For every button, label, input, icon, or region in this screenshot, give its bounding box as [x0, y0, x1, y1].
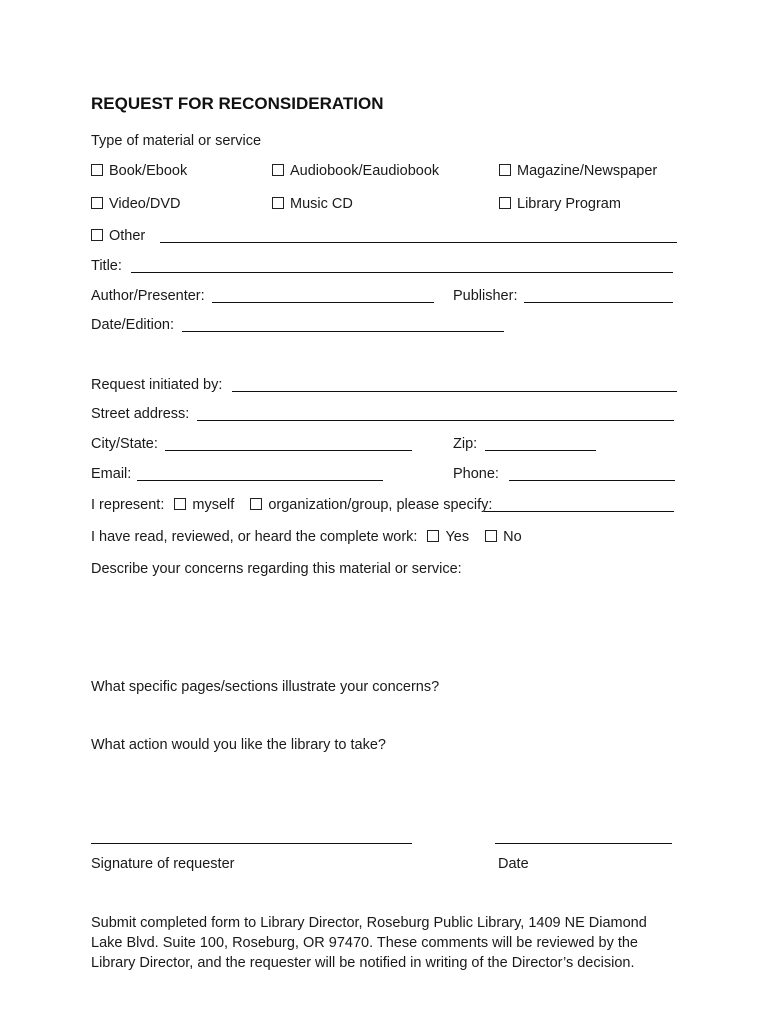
publisher-field[interactable] [524, 302, 673, 303]
checkbox-icon[interactable] [250, 498, 262, 510]
zip-label: Zip: [453, 436, 478, 452]
street-field[interactable] [197, 420, 674, 421]
publisher-label: Publisher: [453, 288, 518, 304]
checkbox-label: Music CD [290, 196, 353, 212]
checkbox-icon[interactable] [174, 498, 186, 510]
checkbox-icon[interactable] [499, 164, 511, 176]
material-type-label: Type of material or service [91, 133, 262, 149]
checkbox-icon[interactable] [91, 229, 103, 241]
checkbox-label: Audiobook/Eaudiobook [290, 163, 440, 179]
date-label: Date [498, 856, 529, 872]
author-label: Author/Presenter: [91, 288, 205, 304]
read-work-row [91, 530, 522, 545]
checkbox-library-program[interactable] [499, 197, 621, 212]
checkbox-magazine[interactable] [499, 164, 657, 179]
pages-label: What specific pages/sections illustrate your concerns? [91, 679, 440, 695]
city-state-label: City/State: [91, 436, 158, 452]
other-field[interactable] [160, 242, 677, 243]
email-label: Email: [91, 466, 132, 482]
title-label: Title: [91, 258, 122, 274]
request-initiated-field[interactable] [232, 391, 677, 392]
checkbox-label: Video/DVD [109, 196, 181, 212]
checkbox-icon[interactable] [427, 530, 439, 542]
checkbox-music-cd[interactable] [272, 197, 353, 212]
checkbox-icon[interactable] [272, 164, 284, 176]
zip-field[interactable] [485, 450, 596, 451]
email-field[interactable] [137, 480, 383, 481]
page-title: REQUEST FOR RECONSIDERATION [91, 94, 384, 113]
title-field[interactable] [131, 272, 673, 273]
checkbox-icon[interactable] [499, 197, 511, 209]
signature-field[interactable] [91, 843, 412, 844]
request-initiated-label: Request initiated by: [91, 377, 223, 393]
checkbox-audiobook[interactable] [272, 164, 439, 179]
signature-label: Signature of requester [91, 856, 235, 872]
represent-label: I represent: [91, 497, 165, 513]
phone-label: Phone: [453, 466, 499, 482]
read-work-label: I have read, reviewed, or heard the complete work: [91, 529, 418, 545]
checkbox-myself[interactable] [174, 497, 234, 513]
date-edition-field[interactable] [182, 331, 504, 332]
checkbox-video-dvd[interactable] [91, 197, 180, 212]
checkbox-book-ebook[interactable] [91, 164, 187, 179]
checkbox-label: No [503, 529, 522, 545]
date-field[interactable] [495, 843, 672, 844]
checkbox-label: Other [109, 228, 146, 244]
checkbox-label: Book/Ebook [109, 163, 188, 179]
concerns-label: Describe your concerns regarding this material or service: [91, 561, 462, 577]
street-label: Street address: [91, 406, 190, 422]
organization-field[interactable] [484, 511, 674, 512]
checkbox-organization[interactable] [250, 497, 492, 513]
checkbox-icon[interactable] [91, 164, 103, 176]
checkbox-yes[interactable] [427, 529, 469, 545]
phone-field[interactable] [509, 480, 675, 481]
checkbox-icon[interactable] [91, 197, 103, 209]
date-edition-label: Date/Edition: [91, 317, 175, 333]
author-field[interactable] [212, 302, 434, 303]
submission-instructions: Submit completed form to Library Director, Roseburg Public Library, 1409 NE Diamond Lake Blvd. Suite 100, Roseburg, OR 97470. These comments will be reviewed by the Library Director, and the requester will be notified in writing of the Director’s decision. [91, 915, 647, 971]
checkbox-label: Library Program [517, 196, 621, 212]
action-label: What action would you like the library to take? [91, 737, 386, 753]
checkbox-label: myself [192, 497, 235, 513]
city-state-field[interactable] [165, 450, 412, 451]
checkbox-icon[interactable] [272, 197, 284, 209]
checkbox-label: Magazine/Newspaper [517, 163, 658, 179]
checkbox-label: Yes [445, 529, 470, 545]
checkbox-icon[interactable] [485, 530, 497, 542]
represent-row [91, 498, 492, 513]
checkbox-no[interactable] [485, 529, 522, 545]
checkbox-label: organization/group, please specify: [268, 497, 493, 513]
checkbox-other[interactable] [91, 229, 145, 244]
